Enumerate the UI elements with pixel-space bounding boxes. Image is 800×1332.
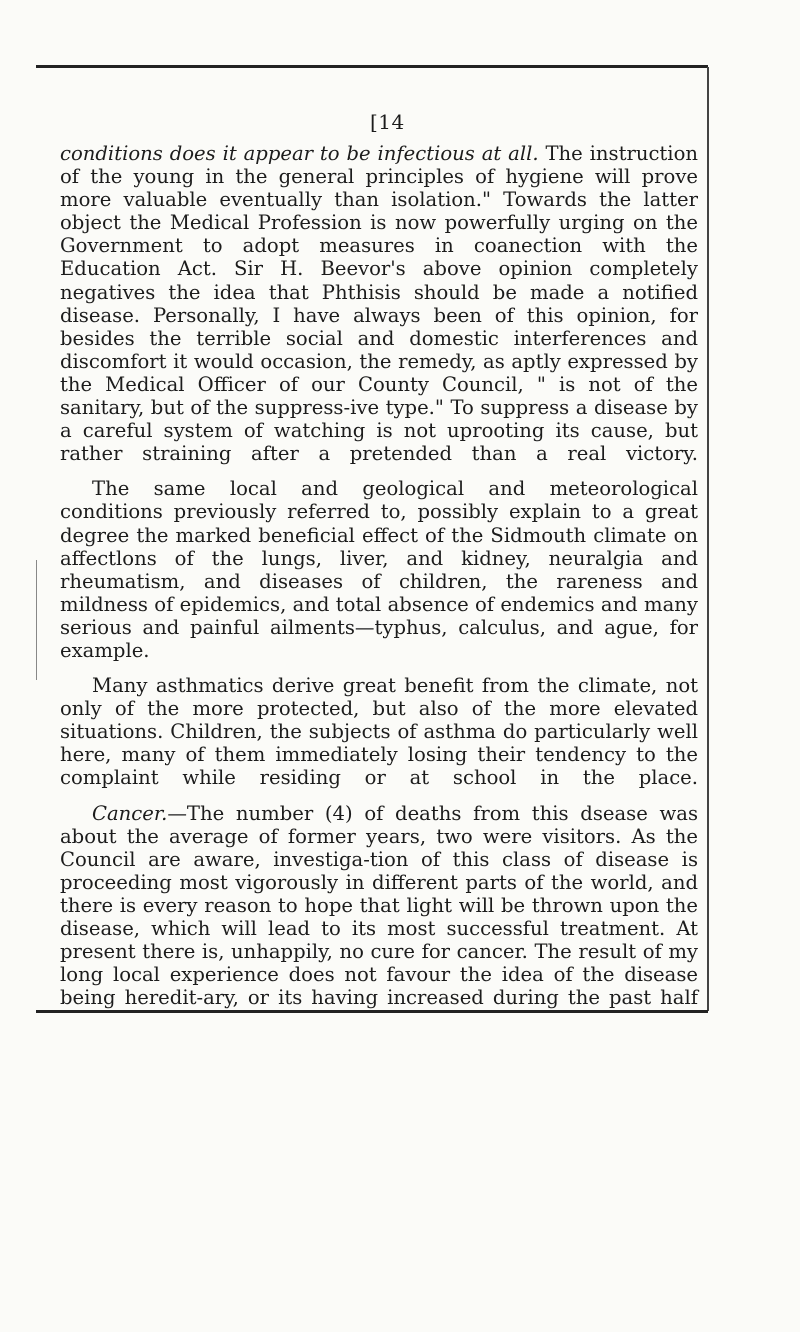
page-number: [14 bbox=[370, 110, 405, 134]
body-text bbox=[60, 142, 698, 1021]
paragraph-3-text: Many asthmatics derive great benefit from the climate, not only of the more protected, but also of the more elevated situations. Children, the subjects of asthma do particularly well here, many of them immediately losing their tendency to the complaint while residing or at school in the place. bbox=[60, 674, 698, 790]
paragraph-1-italic-lead: conditions does it appear to be infectious at all. bbox=[60, 142, 539, 165]
paragraph-4-text: —The number (4) of deaths from this dsease was about the average of former years, two were visitors. As the Council are aware, investiga-tion of this class of disease is proceeding most vigorously in different parts of the world, and there is every reason to hope that light will be thrown upon the disease, which will lead to its most successful treatment. At present there is, unhappily, no cure for cancer. The result of my long local experience does not favour the idea of the disease being heredit-ary, or its having increased during the past half bbox=[60, 801, 698, 1010]
paragraph-4-italic-lead: Cancer. bbox=[92, 801, 168, 825]
paragraph-1-text: The instruction of the young in the general principles of hygiene will prove more valuable eventually than isolation." Towards the latter object the Medical Profession is now powerfully urging on the Government to adopt measures in coanection with the Education Act. Sir H. Beevor's above opinion completely negatives the idea that Phthisis should be made a notified disease. Personally, I have always been of this opinion, for besides the terrible social and domestic interferences and discomfort it would occasion, the remedy, as aptly expressed by the Medical Officer of our County Council, " is not of the sanitary, but of the suppress-ive type." To suppress a disease by a careful system of watching is not uprooting its cause, but rather straining after a pretended than a real victory. bbox=[60, 142, 698, 466]
paragraph-2 bbox=[60, 477, 698, 662]
paragraph-4 bbox=[60, 802, 698, 1010]
left-margin-mark bbox=[36, 560, 37, 680]
paragraph-1 bbox=[60, 142, 698, 465]
paragraph-2-text: The same local and geological and meteorological conditions previously referred to, possibly explain to a great degree the marked beneficial effect of the Sidmouth climate on affectlons of the lungs, liver, and kidney, neuralgia and rheumatism, and diseases of children, the rareness and mildness of epidemics, and total absence of endemics and many serious and painful ailments—typhus, calculus, and ague, for example. bbox=[60, 477, 698, 662]
top-border-rule bbox=[36, 65, 708, 68]
paragraph-3 bbox=[60, 674, 698, 789]
right-border-rule bbox=[707, 67, 709, 1011]
